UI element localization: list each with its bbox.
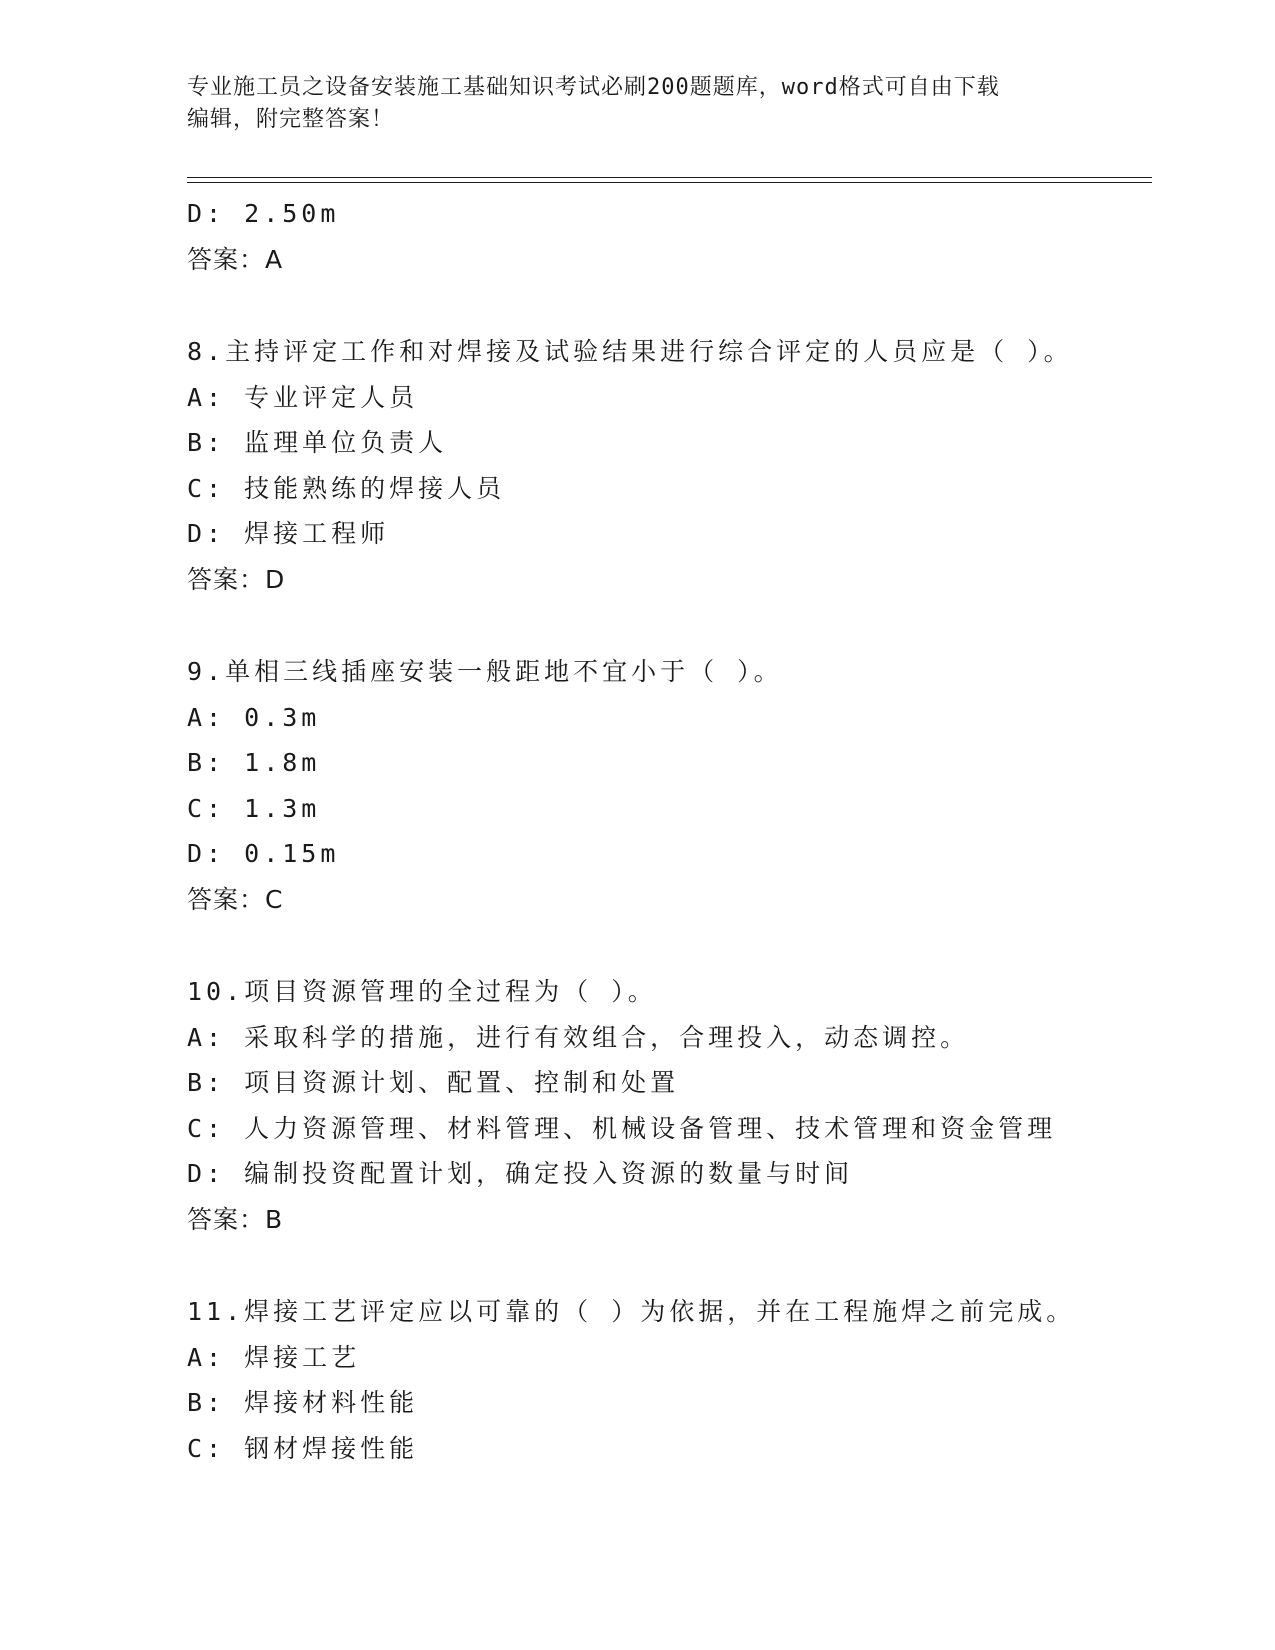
question-block-10 — [187, 969, 1152, 1242]
header-divider-bottom — [187, 182, 1152, 183]
question-block-fragment — [187, 191, 1152, 282]
option-d: D: 编制投资配置计划，确定投入资源的数量与时间 — [187, 1159, 854, 1188]
header-divider-top — [187, 177, 1152, 178]
option-c: C: 技能熟练的焊接人员 — [187, 473, 506, 503]
option-a: A: 专业评定人员 — [187, 382, 419, 412]
page-header — [187, 72, 1067, 136]
option-d: D: 0.15m — [187, 839, 340, 868]
question-stem: 11.焊接工艺评定应以可靠的（ ）为依据，并在工程施焊之前完成。 — [187, 1297, 1076, 1326]
spacer — [187, 282, 1152, 329]
answer-line: 答案：B — [187, 1204, 284, 1234]
spacer — [187, 922, 1152, 969]
spacer — [187, 1242, 1152, 1289]
option-b: B: 焊接材料性能 — [187, 1388, 419, 1417]
option-b: B: 1.8m — [187, 748, 321, 777]
option-b: B: 项目资源计划、配置、控制和处置 — [187, 1068, 680, 1097]
option-c: C: 钢材焊接性能 — [187, 1433, 419, 1463]
option-c: C: 人力资源管理、材料管理、机械设备管理、技术管理和资金管理 — [187, 1113, 1057, 1143]
option-a: A: 焊接工艺 — [187, 1342, 361, 1372]
header-title-line-2: 编辑，附完整答案！ — [187, 107, 395, 132]
option-a: A: 0.3m — [187, 702, 321, 732]
answer-line: 答案：C — [187, 884, 284, 914]
question-block-8 — [187, 329, 1152, 602]
option-b: B: 监理单位负责人 — [187, 428, 448, 457]
option-d: D: 2.50m — [187, 199, 340, 228]
question-block-11 — [187, 1289, 1152, 1471]
header-title-line-1: 专业施工员之设备安装施工基础知识考试必刷200题题库，word格式可自由下载 — [187, 75, 1000, 100]
question-stem: 10.项目资源管理的全过程为（ ）。 — [187, 977, 657, 1006]
answer-line: 答案：A — [187, 244, 284, 274]
option-a: A: 采取科学的措施，进行有效组合，合理投入，动态调控。 — [187, 1022, 970, 1052]
question-stem: 8.主持评定工作和对焊接及试验结果进行综合评定的人员应是（ ）。 — [187, 337, 1073, 366]
question-block-9 — [187, 649, 1152, 922]
spacer — [187, 602, 1152, 649]
answer-line: 答案：D — [187, 564, 286, 594]
option-c: C: 1.3m — [187, 793, 321, 823]
question-stem: 9.单相三线插座安装一般距地不宜小于（ ）。 — [187, 657, 783, 686]
option-d: D: 焊接工程师 — [187, 519, 390, 548]
question-list — [187, 191, 1152, 1471]
